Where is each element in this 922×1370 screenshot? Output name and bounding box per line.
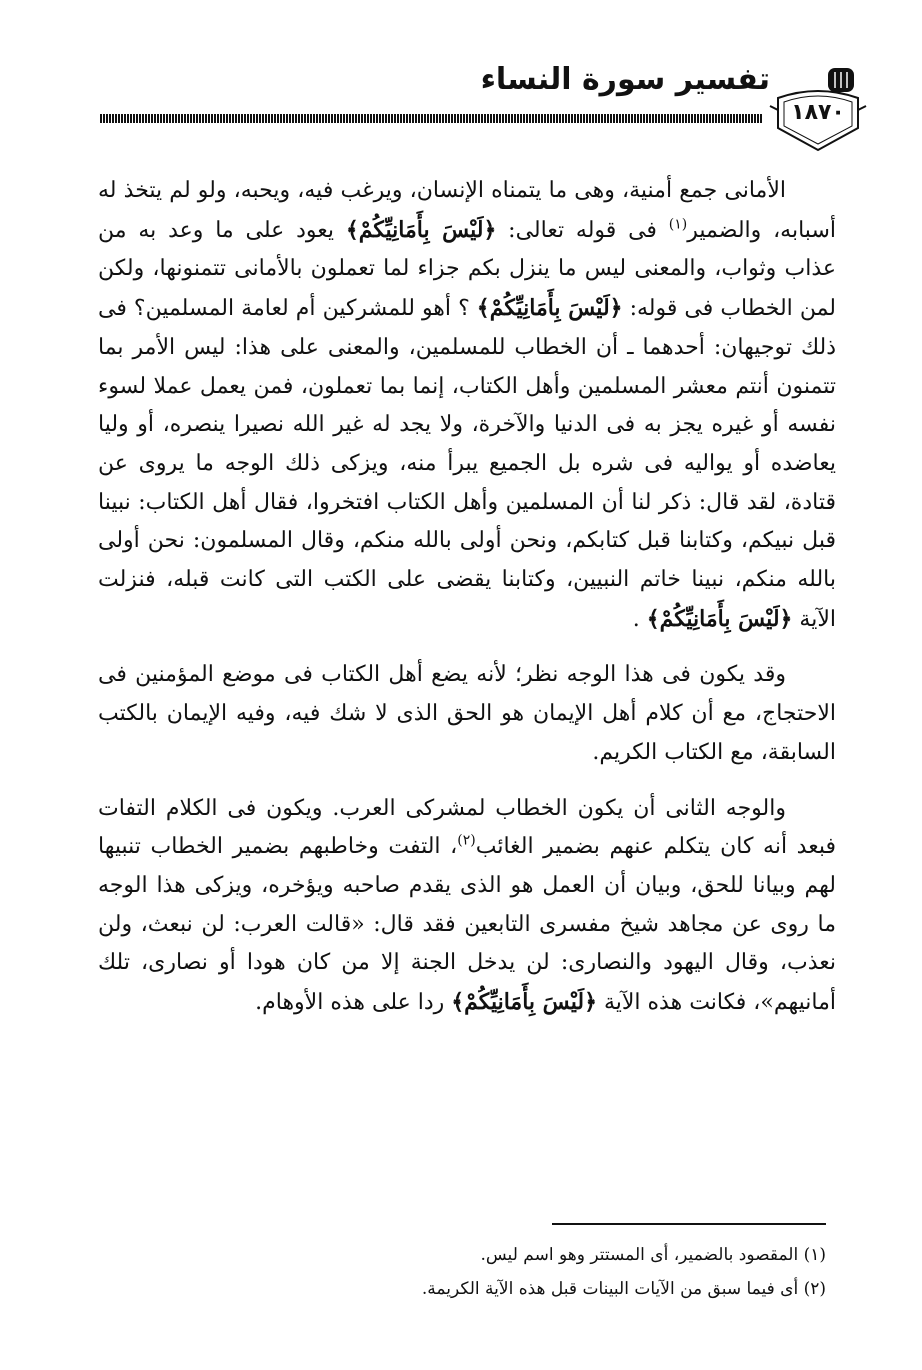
text-run: الأمانى جمع أمنية، وهى ما يتمناه الإنسان، ويرغب فيه، ويحبه، ولو لم يتخذ له أسبابه، والضمير	[98, 178, 836, 243]
quran-quote: ﴿لَيْسَ بِأَمَانِيِّكُمْ﴾	[345, 216, 497, 243]
header-rule	[100, 114, 762, 123]
text-run: فى قوله تعالى:	[496, 217, 669, 243]
footnote-1: (١) المقصود بالضمير، أى المستتر وهو اسم ليس.	[480, 1245, 826, 1265]
page-number: ١٨٧٠	[791, 100, 845, 125]
quran-quote: ﴿لَيْسَ بِأَمَانِيِّكُمْ﴾	[646, 605, 793, 632]
footnote-2: (٢) أى فيما سبق من الآيات البينات قبل هذه الآية الكريمة.	[421, 1279, 826, 1299]
quran-quote: ﴿لَيْسَ بِأَمَانِيِّكُمْ﴾	[476, 295, 623, 322]
text-run: ؟ أهو للمشركين أم لعامة المسلمين؟ فى ذلك توجيهان: أحدهما ـ أن الخطاب للمسلمين، والمعنى على هذا: ليس الأمر بما تتمنون أنتم معشر المسلمين وأهل الكتاب، إنما بما تعملون، فمن يعمل عملا لسوء نفسه أو غيره يجز به فى الدنيا والآخرة، ولا يجد له غير الله نصيرا ينصره، أو وليا يعاضده أو يواليه فى شره بل الجميع يبرأ منه، ويزكى ذلك الوجه ما يروى عن قتادة، لقد قال: ذكر لنا أن المسلمين وأهل الكتاب افتخروا، فقال أهل الكتاب: نبينا قبل نبيكم، وكتابنا قبل كتابكم، ونحن أولى بالله منكم، وقال المسلمون: نحن أولى بالله منكم، نبينا خاتم النبيين، وكتابنا يقضى على الكتب التى كانت قبله، فنزلت الآية	[98, 296, 836, 632]
running-title: تفسير سورة النساء	[480, 62, 770, 97]
text-run: ، التفت وخاطبهم بضمير الخطاب تنبيها لهم وبيانا للحق، وبيان أن العمل هو الذى يقدم صاحبه ويؤخره، ويزكى هذا الوجه ما روى عن مجاهد شيخ مفسرى التابعين فقد قال: «قالت العرب: لن نبعث، ولن نعذب، وقال اليهود والنصارى: لن يدخل الجنة إلا من كان هودا أو نصارى، تلك أمانيهم»، فكانت هذه الآية	[98, 834, 836, 1016]
footnotes	[98, 1238, 826, 1306]
footnote-separator	[552, 1223, 826, 1225]
paragraph-3	[98, 790, 836, 1023]
quran-quote: ﴿لَيْسَ بِأَمَانِيِّكُمْ﴾	[451, 989, 597, 1016]
page-header	[100, 60, 860, 152]
paragraph-2: وقد يكون فى هذا الوجه نظر؛ لأنه يضع أهل الكتاب فى موضع المؤمنين فى الاحتجاج، مع أن كلام أهل الإيمان هو الحق الذى لا شك فيه، وفيه الإيمان بالكتب السابقة، مع الكتاب الكريم.	[98, 662, 836, 765]
footnote-ref-2: (٢)	[457, 832, 476, 849]
page-number-badge	[768, 88, 868, 152]
paragraph-1	[98, 172, 836, 639]
text-run: والوجه الثانى أن يكون الخطاب لمشركى العرب. ويكون فى الكلام التفات فبعد أنه كان يتكلم عنهم بضمير الغائب	[98, 795, 836, 860]
text-run: يعود على ما وعد به من عذاب وثواب، والمعنى ليس ما ينزل بكم جزاء لما تعملون بالأمانى تتمنونها، ولكن لمن الخطاب فى قوله:	[98, 217, 837, 322]
text-run: ردا على هذه الأوهام.	[255, 990, 452, 1016]
main-text	[98, 172, 836, 1023]
footnote-ref-1: (١)	[668, 216, 688, 233]
text-run: .	[632, 606, 647, 632]
